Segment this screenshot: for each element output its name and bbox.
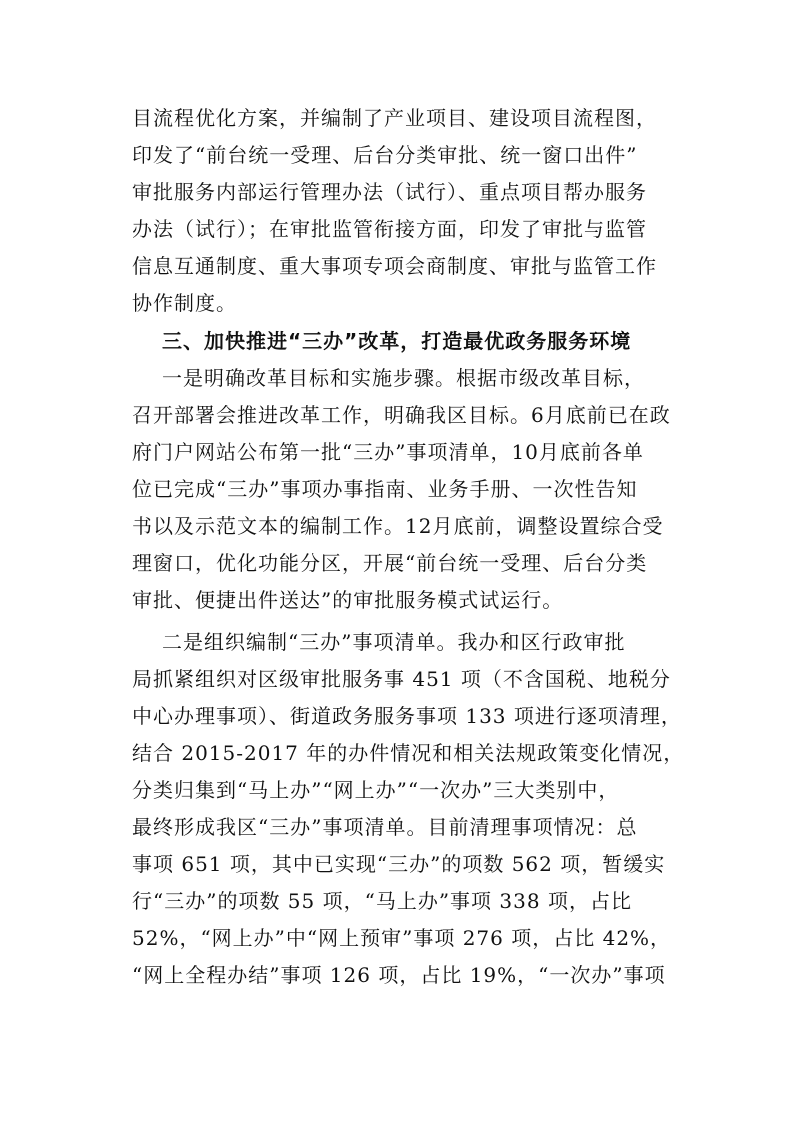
paragraph-line: 结合 2015-2017 年的办件情况和相关法规政策变化情况，	[132, 741, 685, 765]
paragraph-line: 审批、便捷出件送达”的审批服务模式试运行。	[132, 588, 564, 612]
paragraph-line: 事项 651 项，其中已实现“三办”的项数 562 项，暂缓实	[132, 852, 666, 876]
paragraph-line: 位已完成“三办”事项办事指南、业务手册、一次性告知	[132, 477, 638, 501]
section-heading: 三、加快推进“三办”改革，打造最优政务服务环境	[162, 329, 632, 353]
paragraph-line: 目流程优化方案，并编制了产业项目、建设项目流程图，	[132, 106, 657, 130]
paragraph-line: 最终形成我区“三办”事项清单。目前清理事项情况：总	[132, 815, 638, 839]
paragraph-line: 二是组织编制“三办”事项清单。我办和区行政审批	[162, 630, 626, 654]
paragraph-line: 审批服务内部运行管理办法（试行）、重点项目帮办服务	[132, 180, 647, 204]
paragraph-line: “网上全程办结”事项 126 项，占比 19%，“一次办”事项	[132, 963, 666, 987]
paragraph-line: 府门户网站公布第一批“三办”事项清单，10月底前各单	[132, 440, 644, 464]
paragraph-line: 局抓紧组织对区级审批服务事 451 项（不含国税、地税分	[132, 667, 671, 691]
paragraph-line: 分类归集到“马上办”“网上办”“一次办”三大类别中，	[132, 778, 620, 802]
paragraph-line: 协作制度。	[132, 291, 237, 315]
paragraph-line: 行“三办”的项数 55 项，“马上办”事项 338 项，占比	[132, 889, 632, 913]
paragraph-line: 办法（试行）；在审批监管衔接方面，印发了审批与监管	[132, 217, 647, 241]
paragraph-line: 中心办理事项）、街道政务服务事项 133 项进行逐项清理，	[132, 704, 682, 728]
paragraph-line: 一是明确改革目标和实施步骤。根据市级改革目标，	[162, 366, 645, 390]
paragraph-line: 书以及示范文本的编制工作。12月底前，调整设置综合受	[132, 514, 664, 538]
paragraph-line: 52%，“网上办”中“网上预审”事项 276 项，占比 42%，	[132, 926, 672, 950]
paragraph-line: 信息互通制度、重大事项专项会商制度、审批与监管工作	[132, 254, 657, 278]
paragraph-line: 理窗口，优化功能分区，开展“前台统一受理、后台分类	[132, 551, 648, 575]
paragraph-line: 召开部署会推进改革工作，明确我区目标。6月底前已在政	[132, 403, 671, 427]
paragraph-line: 印发了“前台统一受理、后台分类审批、统一窗口出件”	[132, 143, 638, 167]
